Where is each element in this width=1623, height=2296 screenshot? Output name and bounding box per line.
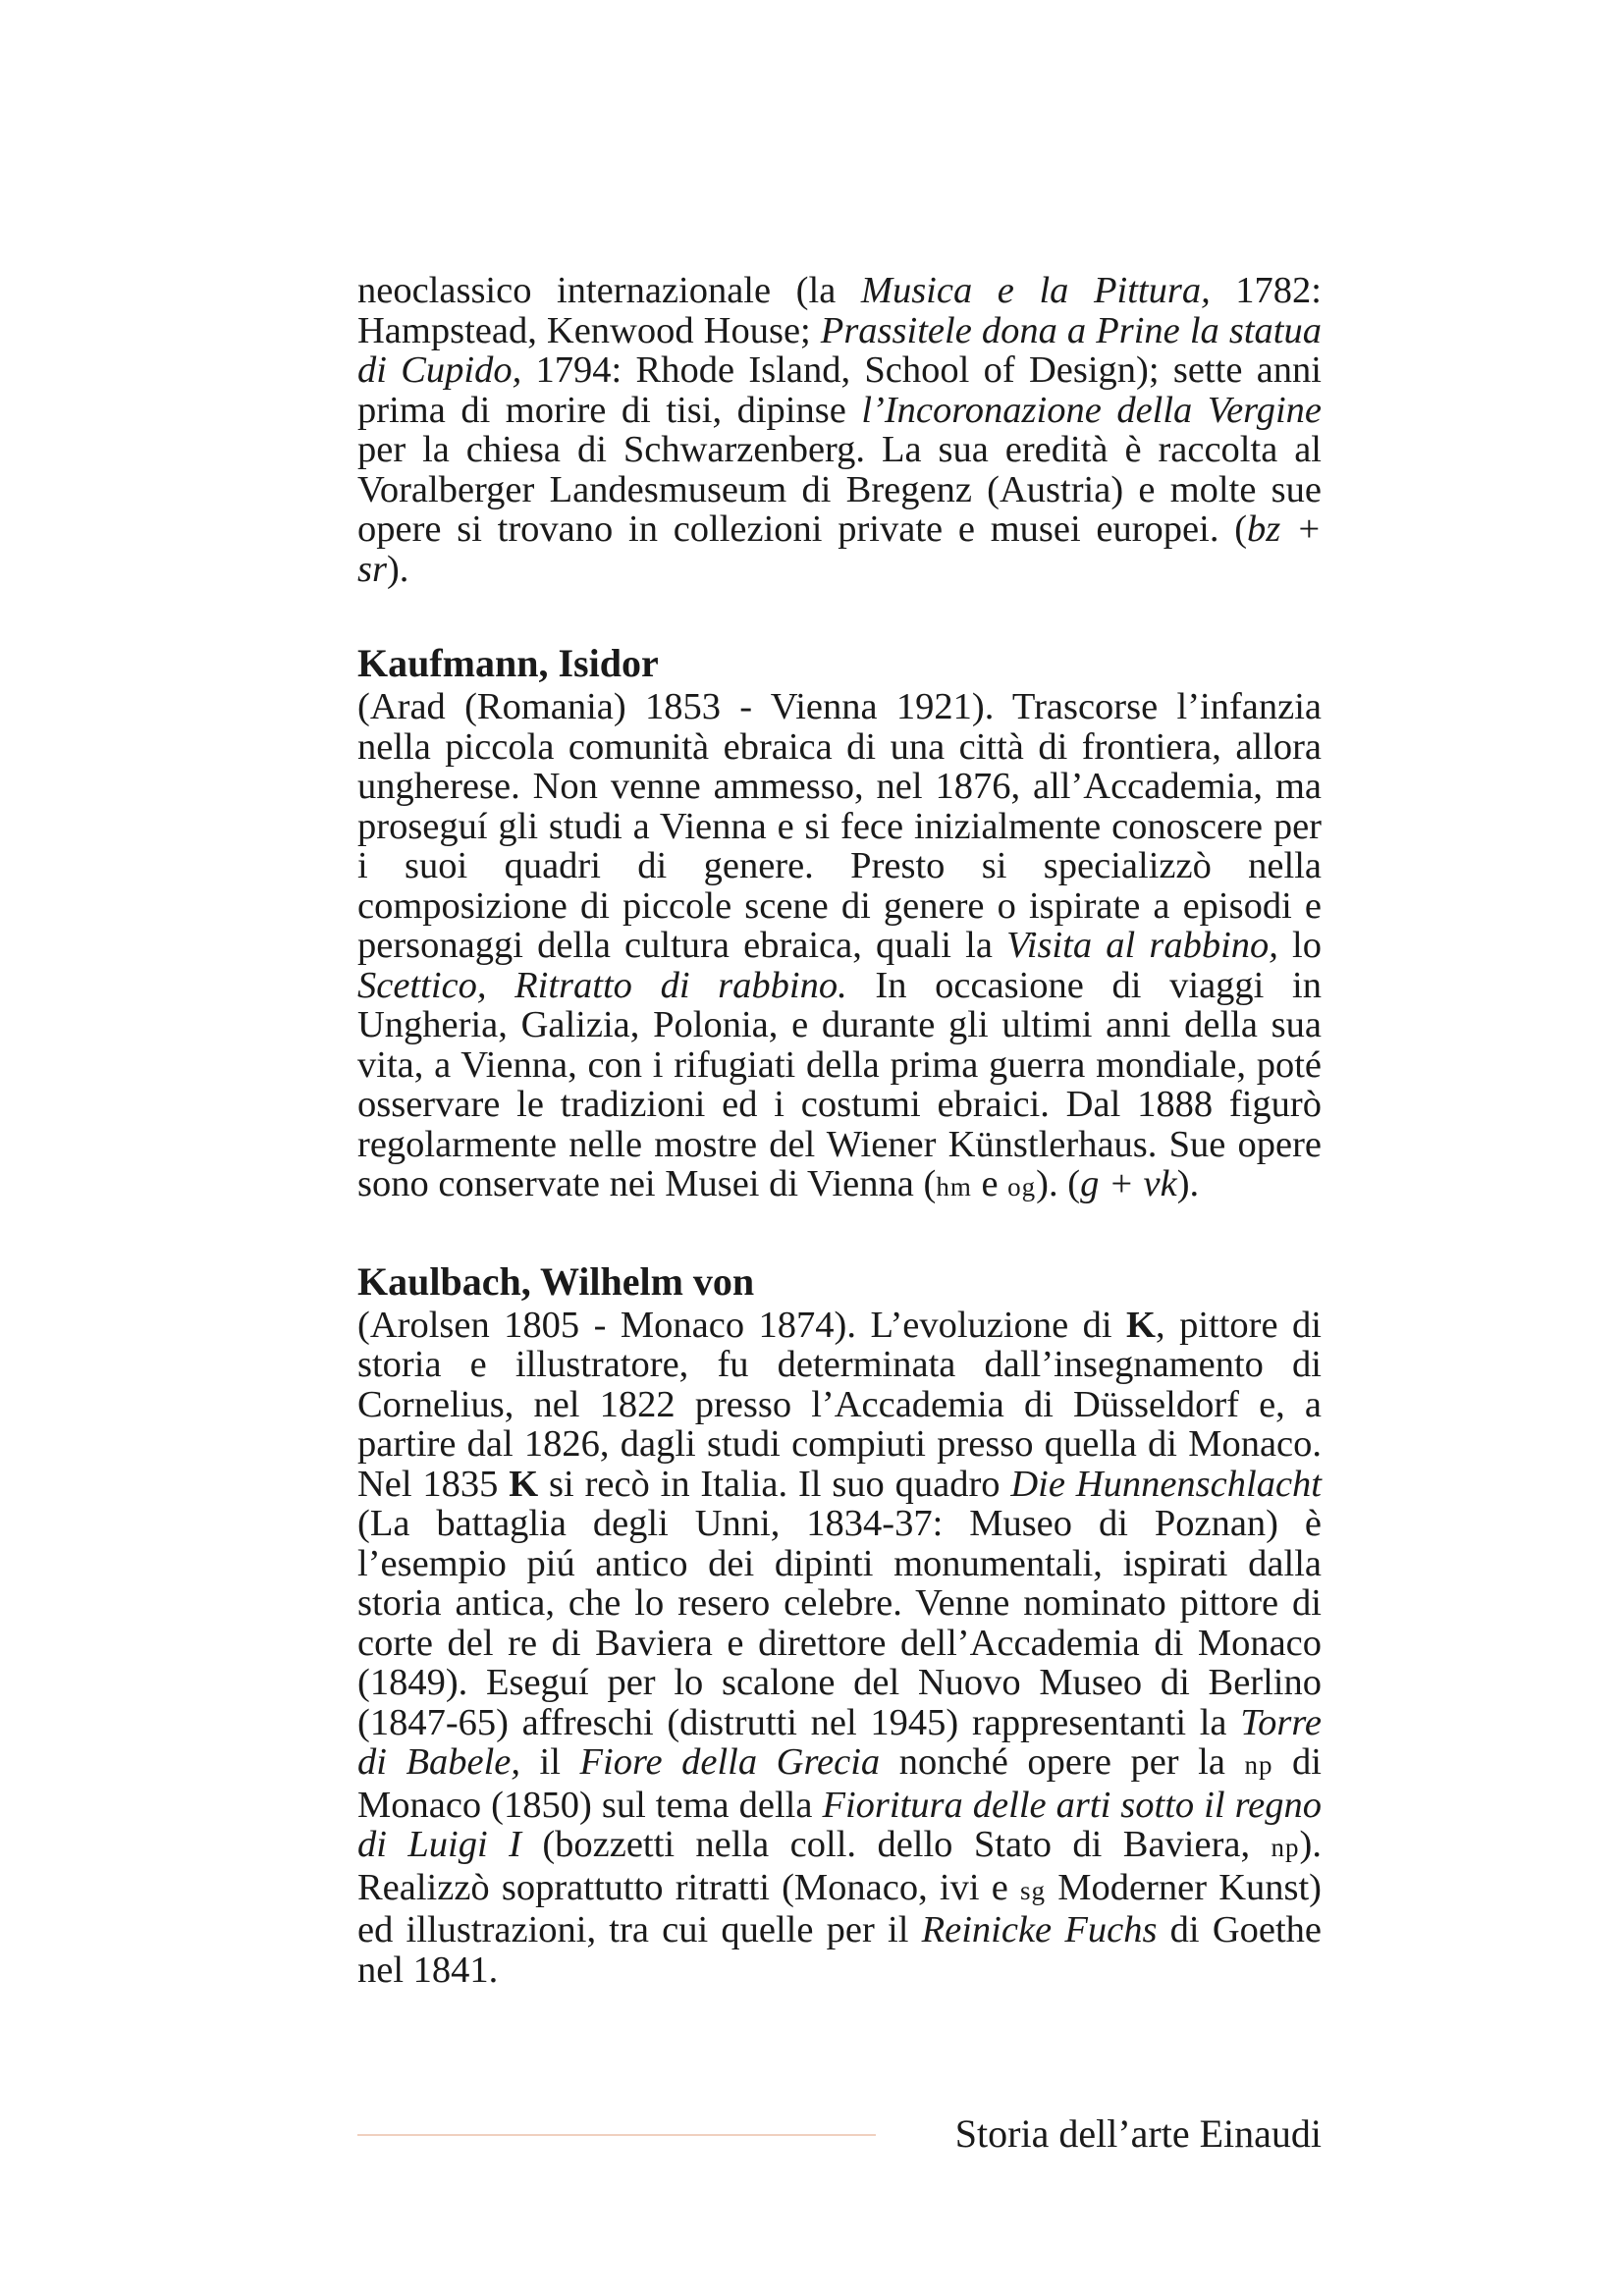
text-run: di Goethe nel 1841. [357, 1909, 1323, 1991]
entry-body-kaufmann [357, 687, 1322, 1207]
text-run: (bozzetti nella coll. dello Stato di Baviera, [520, 1824, 1271, 1865]
footer-divider [357, 2134, 876, 2136]
artwork-title: Fioritura delle arti sotto il regno di Luigi I [357, 1784, 1322, 1865]
text-run: In occasione di viaggi in Ungheria, Galizia, Polonia, e durante gli ultimi anni della sua vita, a Vienna, con i rifugiati della prima guerra mondiale, poté osservare le tradizioni ed i costumi ebraici. Dal 1888 figurò regolarmente nelle mostre del Wiener Künstlerhaus. Sue opere sono conservate nei Musei di Vienna ( [357, 964, 1322, 1204]
entry-title-kaufmann: Kaufmann, Isidor [357, 641, 659, 685]
artwork-title: Reinicke Fuchs [921, 1909, 1158, 1950]
artwork-title: l’Incoronazione della Vergine [861, 389, 1322, 431]
artwork-title: Fiore della Grecia [579, 1741, 881, 1783]
text-run: nonché opere per la [880, 1741, 1245, 1783]
author-initials: g + vk [1080, 1163, 1177, 1204]
museum-abbreviation: np [1271, 1833, 1300, 1862]
artwork-title: Scettico, Ritratto di rabbino. [357, 964, 847, 1006]
text-run: 1782: Hampstead, Kenwood House; [357, 270, 1322, 351]
entry-initial: K [1126, 1304, 1156, 1346]
intro-paragraph [357, 271, 1322, 589]
artwork-title: Musica e la Pittura, [860, 270, 1211, 311]
entry-initial: K [509, 1463, 539, 1505]
text-run: ). ( [1036, 1163, 1081, 1204]
museum-abbreviation: np [1244, 1750, 1273, 1780]
text-run: 1794: Rhode Island, School of Design); sette anni prima di morire di tisi, dipinse [357, 349, 1322, 431]
text-run: ). Realizzò soprattutto ritratti (Monaco, ivi e [357, 1824, 1322, 1908]
footer-publisher: Storia dell’arte Einaudi [954, 2111, 1322, 2156]
text-run: lo [1277, 925, 1322, 966]
text-run: e [971, 1163, 1008, 1204]
entry-title-kaulbach: Kaulbach, Wilhelm von [357, 1258, 755, 1304]
text-run: per la chiesa di Schwarzenberg. La sua eredità è raccolta al Voralberger Landesmuseum di Bregenz (Austria) e molte sue opere si trovano in collezioni private e musei europei. ( [357, 429, 1322, 550]
author-initials: bz + sr [357, 508, 1322, 590]
text-run: si recò in Italia. Il suo quadro [538, 1463, 1011, 1505]
museum-abbreviation: hm [936, 1172, 972, 1201]
page-content [357, 271, 1322, 1990]
artwork-title: Die Hunnenschlacht [1010, 1463, 1322, 1505]
text-run: ). [386, 548, 409, 590]
text-run: ). [1176, 1163, 1200, 1204]
text-run: (La battaglia degli Unni, 1834-37: Museo di Poznan) è l’esempio piú antico dei dipinti monumentali, ispirati dalla storia antica, che lo resero celebre. Venne nominato pittore di corte del re di Baviera e direttore dell’Accademia di Monaco (1849). Eseguí per lo scalone del Nuovo Museo di Berlino (1847-65) affreschi (distrutti nel 1945) rappresentanti la [357, 1503, 1322, 1743]
text-run: il [520, 1741, 580, 1783]
artwork-title: Prassitele dona a Prine la statua di Cupido, [357, 309, 1322, 391]
museum-abbreviation: sg [1020, 1875, 1047, 1905]
text-run: Moderner Kunst) ed illustrazioni, tra cui quelle per il [357, 1866, 1323, 1950]
text-run: , pittore di storia e illustratore, fu determinata dall’insegnamento di Cornelius, nel 1822 presso l’Accademia di Düsseldorf e, a partire dal 1826, dagli studi compiuti presso quella di Monaco. Nel 1835 [357, 1304, 1322, 1505]
text-run: (Arad (Romania) 1853 - Vienna 1921). Trascorse l’infanzia nella piccola comunità ebraica di una città di frontiera, allora ungherese. Non venne ammesso, nel 1876, all’Accademia, ma proseguí gli studi a Vienna e si fece inizialmente conoscere per i suoi quadri di genere. Presto si specializzò nella composizione di piccole scene di genere o ispirate a episodi e personaggi della cultura ebraica, quali la [357, 686, 1322, 966]
text-run: (Arolsen 1805 - Monaco 1874). L’evoluzione di [357, 1304, 1127, 1346]
artwork-title: Visita al rabbino, [1006, 925, 1278, 966]
text-run: di Monaco (1850) sul tema della [357, 1741, 1322, 1826]
artwork-title: Torre di Babele, [357, 1701, 1322, 1783]
entry-body-kaulbach [357, 1306, 1322, 1991]
museum-abbreviation: og [1007, 1172, 1037, 1201]
text-run: neoclassico internazionale (la [357, 270, 861, 311]
